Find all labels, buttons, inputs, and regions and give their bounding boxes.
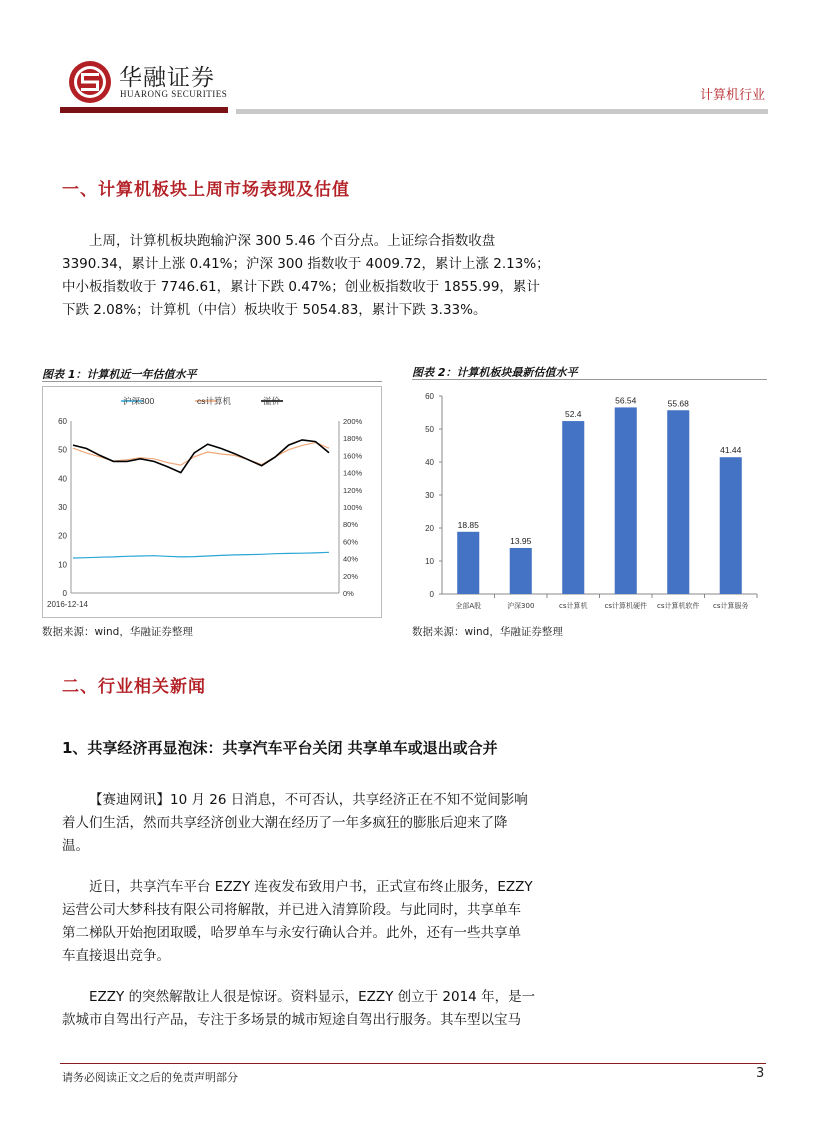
- x-tick-label: cs计算机软件: [657, 602, 700, 610]
- footer-disclaimer: 请务必阅读正文之后的免责声明部分: [62, 1071, 238, 1084]
- x-tick-label: 2016-12-14: [47, 600, 88, 609]
- figure-2-rule: [412, 379, 767, 380]
- bar: [667, 410, 689, 594]
- legend-label: 沪深300: [123, 396, 155, 406]
- y-right-tick-label: 0%: [343, 589, 354, 598]
- y-tick-label: 50: [425, 425, 434, 434]
- bar: [510, 548, 532, 594]
- x-tick-label: 全部A股: [455, 602, 482, 610]
- para-line: 着人们生活，然而共享经济创业大潮在经历了一年多疯狂的膨胀后迎来了降: [62, 815, 508, 831]
- y-right-tick-label: 120%: [343, 485, 363, 495]
- data-label: 18.85: [457, 519, 479, 530]
- figure-1-rule: [42, 381, 382, 382]
- y-right-tick-label: 180%: [343, 434, 363, 444]
- y-right-tick-label: 100%: [343, 503, 363, 512]
- section-1-title: 一、计算机板块上周市场表现及估值: [62, 180, 350, 200]
- page-number: 3: [756, 1066, 765, 1081]
- x-tick-label: cs计算服务: [713, 602, 749, 610]
- huarong-logo-icon: [68, 60, 112, 104]
- bar: [562, 421, 584, 594]
- figure-1-frame: [42, 386, 382, 618]
- y-right-tick-label: 140%: [343, 468, 363, 478]
- para-line: 近日，共享汽车平台 EZZY 连夜发布致用户书，正式宣布终止服务，EZZY: [89, 879, 533, 895]
- series-line-3: [73, 440, 329, 473]
- para-line: 3390.34，累计上涨 0.41%；沪深 300 指数收于 4009.72，累计上涨 2.13%；: [62, 256, 550, 272]
- section-2-title: 二、行业相关新闻: [62, 677, 206, 697]
- para-line: 下跌 2.08%；计算机（中信）板块收于 5054.83，累计下跌 3.33%。: [62, 302, 487, 318]
- y-right-tick-label: 20%: [343, 571, 359, 581]
- series-line-2: [73, 443, 329, 466]
- y-tick-label: 20: [425, 524, 434, 533]
- x-tick-label: cs计算机硬件: [604, 602, 647, 610]
- news-1-paragraph-1: [62, 789, 582, 858]
- y-left-tick-label: 30: [58, 503, 67, 512]
- para-line: 车直接退出竞争。: [62, 948, 170, 964]
- x-tick-label: cs计算机: [559, 602, 588, 610]
- chart-pe-one-year: [43, 387, 381, 617]
- figure-2-source: 数据来源：wind，华融证券整理: [412, 626, 563, 638]
- chart-pe-latest: [412, 384, 767, 616]
- para-line: EZZY 的突然解散让人很是惊讶。资料显示，EZZY 创立于 2014 年，是一: [89, 989, 536, 1005]
- y-right-tick-label: 60%: [343, 537, 359, 547]
- y-tick-label: 40: [425, 458, 434, 467]
- y-tick-label: 30: [425, 491, 434, 500]
- bar: [457, 532, 479, 594]
- y-left-tick-label: 40: [58, 474, 67, 484]
- para-line: 第二梯队开始抱团取暖，哈罗单车与永安行确认合并。此外，还有一些共享单: [62, 925, 521, 941]
- section-1-paragraph: [62, 230, 582, 322]
- y-right-tick-label: 200%: [343, 417, 363, 426]
- para-line: 温。: [62, 838, 89, 854]
- footer-rule: [60, 1063, 766, 1064]
- news-1-paragraph-3: [62, 986, 582, 1032]
- data-label: 41.44: [720, 445, 742, 456]
- header-bar-light: [236, 109, 768, 114]
- y-left-tick-label: 50: [58, 445, 67, 455]
- data-label: 56.54: [615, 395, 637, 406]
- data-label: 55.68: [667, 398, 689, 409]
- data-label: 52.4: [564, 409, 582, 420]
- y-tick-label: 10: [425, 557, 434, 566]
- y-left-tick-label: 20: [58, 531, 67, 541]
- news-1-paragraph-2: [62, 876, 582, 968]
- para-line: 上周，计算机板块跑输沪深 300 5.46 个百分点。上证综合指数收盘: [89, 233, 496, 249]
- bar: [720, 457, 742, 594]
- para-line: 款城市自驾出行产品，专注于多场景的城市短途自驾出行服务。其车型以宝马: [62, 1012, 521, 1028]
- industry-tag: 计算机行业: [699, 88, 765, 103]
- y-right-tick-label: 80%: [343, 520, 359, 530]
- news-1-title: 1、共享经济再显泡沫：共享汽车平台关闭 共享单车或退出或合并: [62, 739, 498, 757]
- y-tick-label: 60: [425, 392, 434, 401]
- brand-name-en: HUARONG SECURITIES: [120, 89, 228, 99]
- para-line: 中小板指数收于 7746.61，累计下跌 0.47%；创业板指数收于 1855.99，累计: [62, 279, 540, 295]
- para-line: 【赛迪网讯】10 月 26 日消息，不可否认，共享经济正在不知不觉间影响: [89, 792, 528, 808]
- bar: [615, 407, 637, 594]
- y-left-tick-label: 0: [62, 589, 67, 598]
- figure-1-source: 数据来源：wind，华融证券整理: [42, 626, 193, 638]
- y-right-tick-label: 40%: [343, 554, 359, 564]
- data-label: 13.95: [510, 535, 532, 546]
- header-bar-dark: [60, 107, 228, 113]
- para-line: 运营公司大梦科技有限公司将解散，并已进入清算阶段。与此同时，共享单车: [62, 902, 521, 918]
- brand-name-cn: 华融证券: [119, 65, 215, 91]
- y-left-tick-label: 60: [58, 417, 67, 426]
- y-right-tick-label: 160%: [343, 451, 363, 461]
- legend-label: 溢价: [263, 396, 281, 406]
- figure-1-title: 图表 1：计算机近一年估值水平: [42, 368, 197, 381]
- series-line-1: [73, 552, 329, 558]
- legend-label: cs计算机: [197, 396, 232, 406]
- figure-2-title: 图表 2：计算机板块最新估值水平: [412, 366, 578, 379]
- x-tick-label: 沪深300: [507, 602, 535, 610]
- y-tick-label: 0: [429, 590, 434, 599]
- y-left-tick-label: 10: [58, 560, 67, 570]
